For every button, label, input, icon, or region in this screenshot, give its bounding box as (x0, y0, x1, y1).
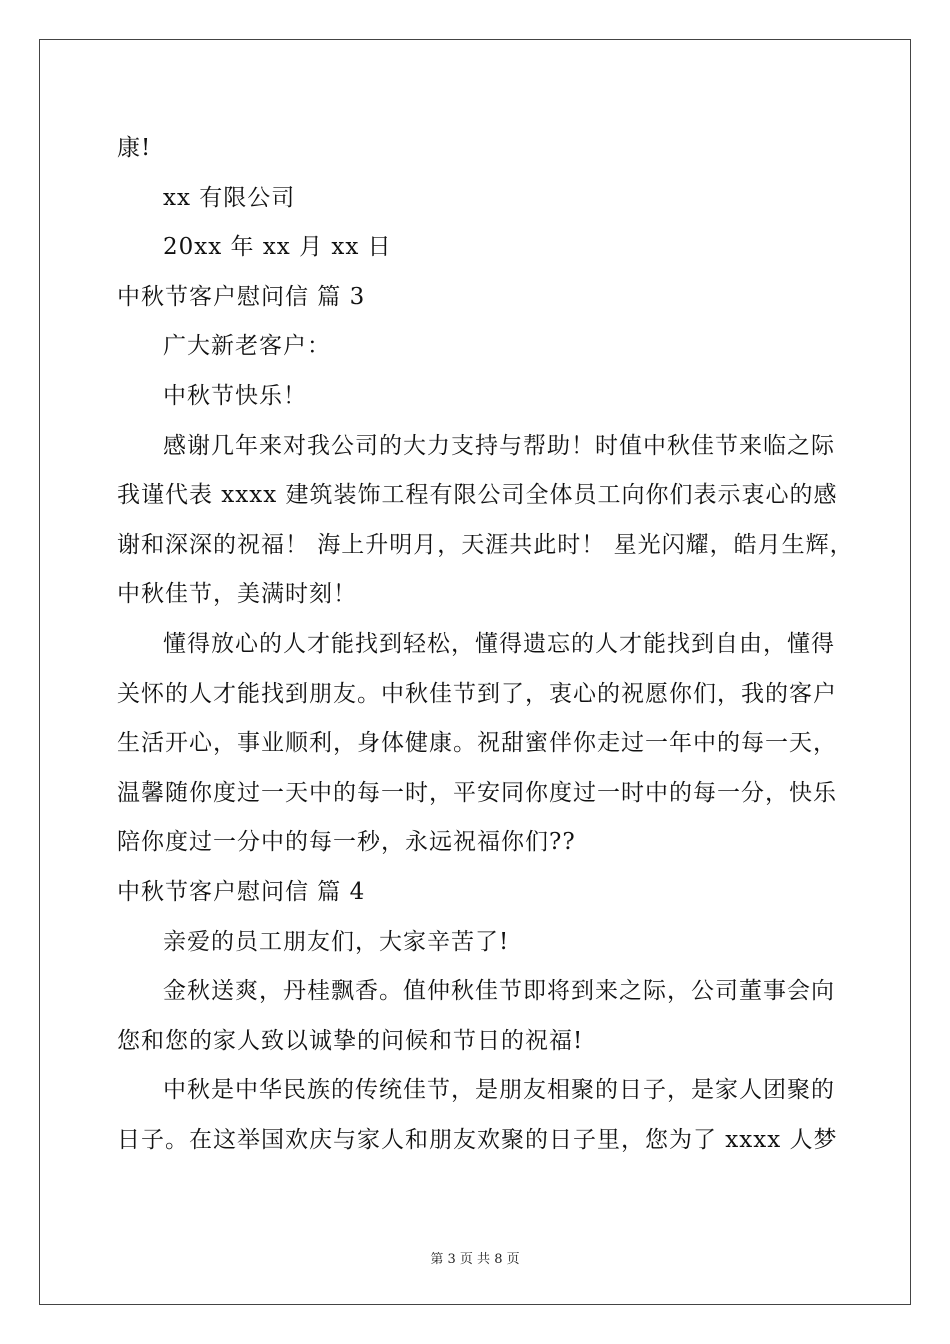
text-line: 您和您的家人致以诚挚的问候和节日的祝福! (117, 1027, 584, 1054)
text-line: 我谨代表 xxxx 建筑装饰工程有限公司全体员工向你们表示衷心的感 (117, 482, 838, 509)
text-line: 20xx 年 xx 月 xx 日 (163, 234, 392, 261)
text-line: 陪你度过一分中的每一秒，永远祝福你们?? (117, 829, 576, 856)
document-body (117, 124, 854, 1165)
text-line: 生活开心，事业顺利，身体健康。祝甜蜜伴你走过一年中的每一天， (117, 730, 837, 757)
text-line: 谢和深深的祝福！ 海上升明月，天涯共此时！ 星光闪耀，皓月生辉， (117, 531, 854, 558)
text-line: 金秋送爽，丹桂飘香。值仲秋佳节即将到来之际，公司董事会向 (163, 978, 835, 1005)
text-line: 康! (117, 135, 152, 161)
text-line: 感谢几年来对我公司的大力支持与帮助！时值中秋佳节来临之际 (163, 432, 835, 459)
page-number: 第 3 页 共 8 页 (430, 1252, 520, 1267)
text-line: 中秋节客户慰问信 篇 3 (117, 283, 366, 310)
text-line: 中秋节快乐！ (163, 382, 307, 409)
text-line: 中秋佳节，美满时刻！ (117, 581, 357, 608)
text-line: 中秋是中华民族的传统佳节，是朋友相聚的日子，是家人团聚的 (163, 1077, 835, 1104)
text-line: 中秋节客户慰问信 篇 4 (117, 878, 366, 905)
text-line: 广大新老客户： (163, 333, 331, 360)
text-line: 关怀的人才能找到朋友。中秋佳节到了，衷心的祝愿你们，我的客户 (117, 680, 837, 707)
text-line: 温馨随你度过一天中的每一时，平安同你度过一时中的每一分，快乐 (117, 779, 837, 806)
text-line: 懂得放心的人才能找到轻松，懂得遗忘的人才能找到自由，懂得 (163, 630, 835, 657)
text-line: xx 有限公司 (163, 184, 296, 211)
text-line: 日子。在这举国欢庆与家人和朋友欢聚的日子里，您为了 xxxx 人梦 (117, 1126, 838, 1153)
text-line: 亲爱的员工朋友们，大家辛苦了! (163, 928, 510, 955)
